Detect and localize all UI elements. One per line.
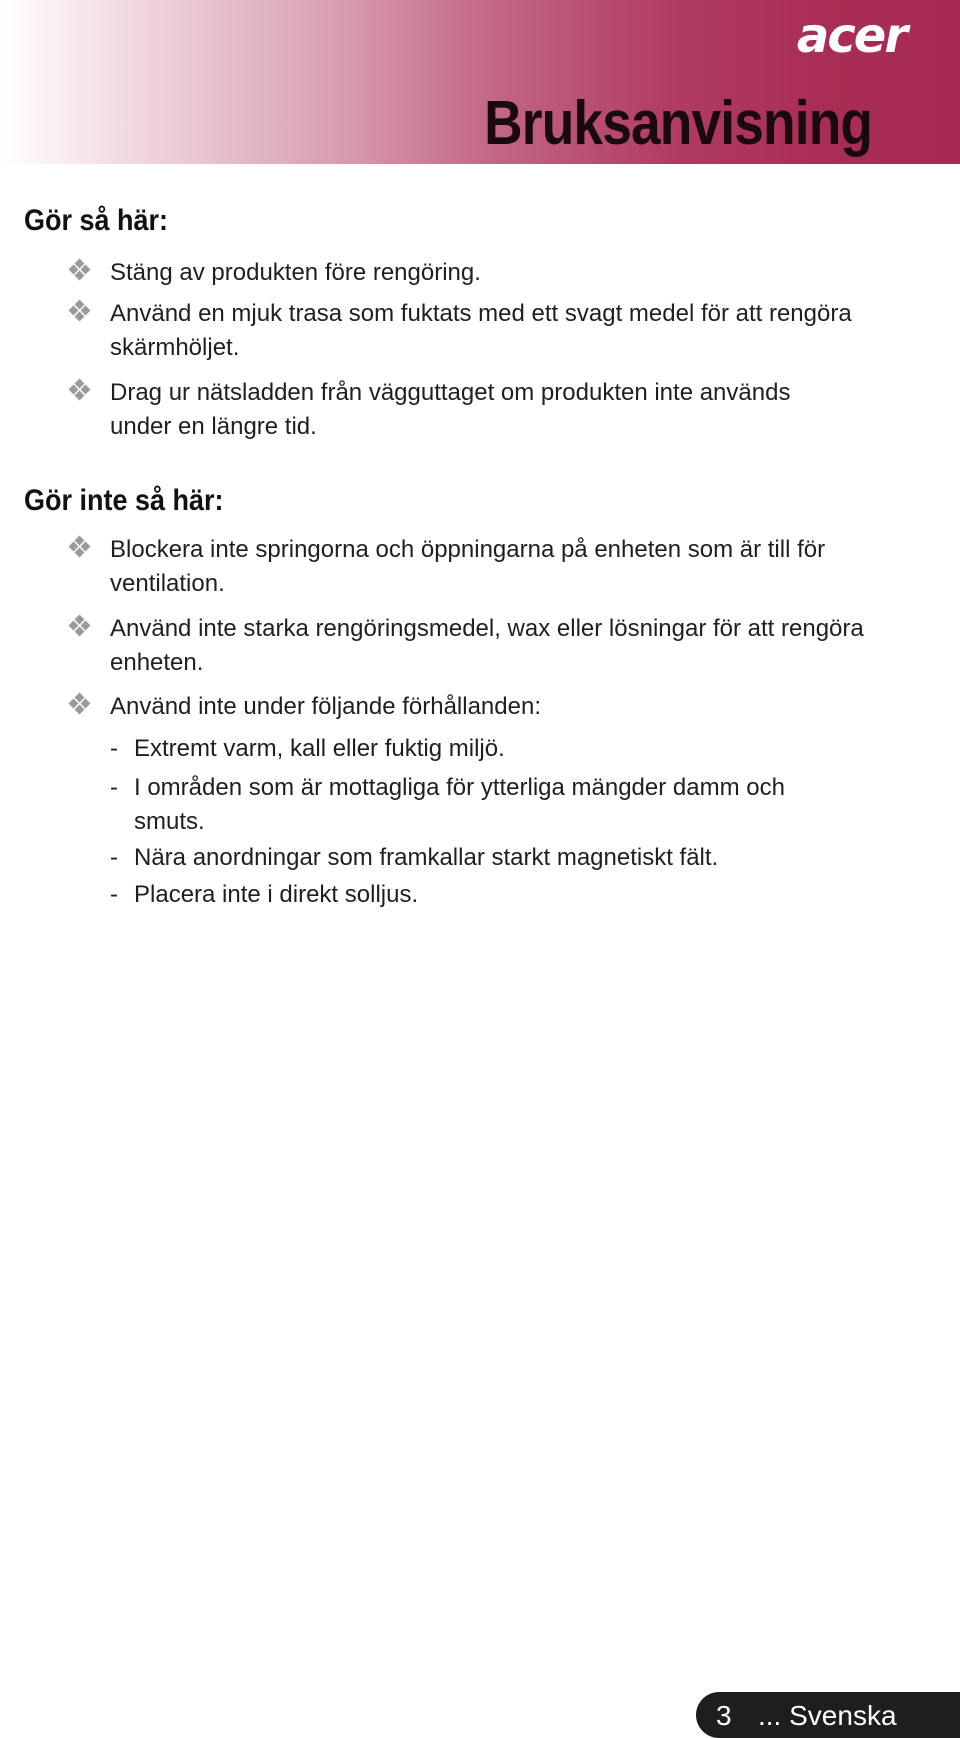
diamond-bullet-icon [70, 260, 90, 280]
do-item-text: Drag ur nätsladden från vägguttaget om produkten inte används under en längre tid. [110, 379, 791, 440]
page-footer [696, 1692, 960, 1738]
language-label: ... Svenska [758, 1700, 897, 1731]
condition-text: Extremt varm, kall eller fuktig miljö. [134, 735, 505, 762]
condition-text: Placera inte i direkt solljus. [134, 881, 419, 908]
diamond-bullet-icon [70, 537, 90, 557]
do-item-text: Stäng av produkten före rengöring. [110, 259, 481, 286]
diamond-bullet-icon [70, 380, 90, 400]
dont-heading: Gör inte så här: [24, 484, 224, 517]
do-item-text: Använd en mjuk trasa som fuktats med ett svagt medel för att rengöra skärmhöljet. [110, 300, 852, 361]
condition-text: I områden som är mottagliga för ytterliga mängder damm och smuts. [134, 774, 785, 835]
do-heading: Gör så här: [24, 204, 169, 237]
page-number: 3 [716, 1700, 732, 1731]
condition-text: Nära anordningar som framkallar starkt magnetiskt fält. [134, 844, 719, 871]
acer-logo: acer [796, 8, 906, 64]
diamond-bullet-icon [70, 616, 90, 636]
page-title: Bruksanvisning [484, 89, 872, 158]
dont-item-text: Använd inte starka rengöringsmedel, wax eller lösningar för att rengöra enheten. [110, 615, 864, 676]
diamond-bullet-icon [70, 694, 90, 714]
dont-item-text: Använd inte under följande förhållanden: [110, 693, 541, 720]
page-header [0, 0, 960, 164]
diamond-bullet-icon [70, 301, 90, 321]
dont-item-text: Blockera inte springorna och öppningarna på enheten som är till för ventilation. [110, 536, 826, 597]
